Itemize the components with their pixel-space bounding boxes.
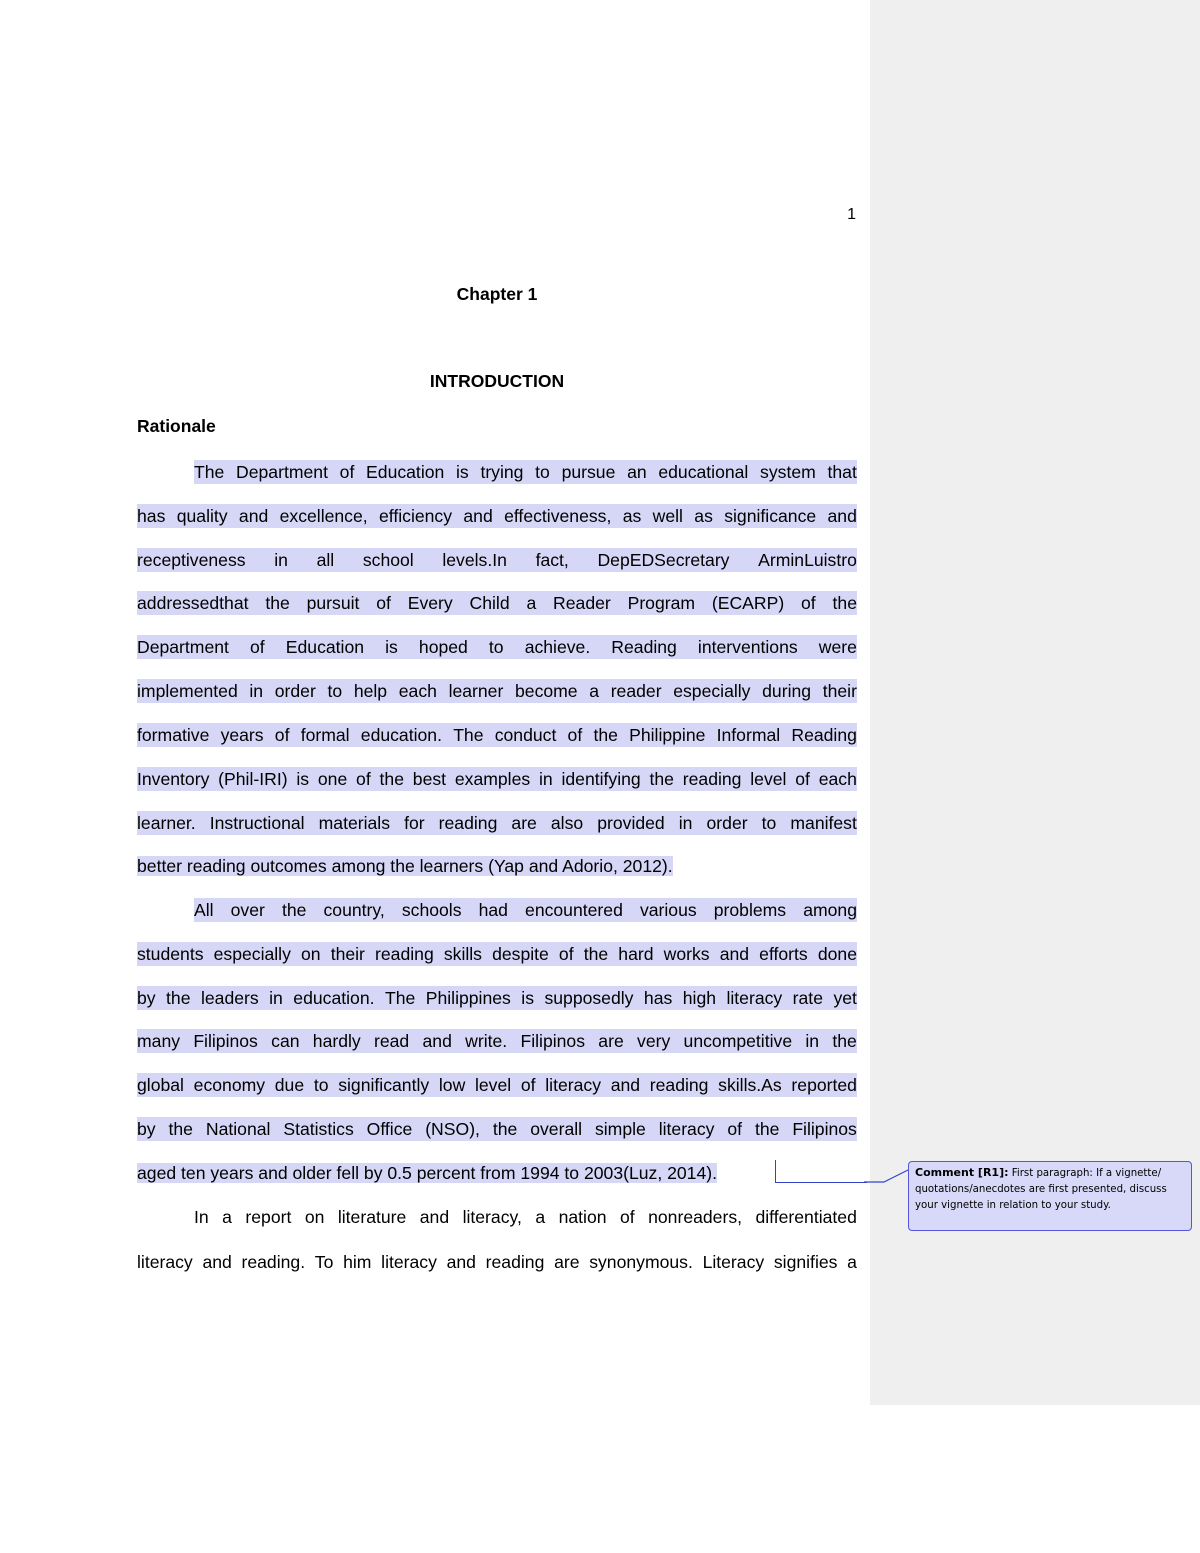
word: due <box>274 1075 305 1095</box>
text-line[interactable] <box>137 1161 857 1185</box>
word: country, <box>323 900 385 920</box>
word: write. <box>465 1031 508 1051</box>
word: has <box>643 988 673 1008</box>
word: on <box>301 944 321 964</box>
word: efficiency <box>379 506 453 526</box>
comment-anchor <box>775 1160 867 1183</box>
word: hoped <box>418 637 468 657</box>
word: a <box>589 681 600 701</box>
word: literacy, <box>462 1207 522 1227</box>
word: fact, <box>535 550 569 570</box>
word: also <box>550 813 584 833</box>
word: hardly <box>312 1031 361 1051</box>
word: interventions <box>697 637 798 657</box>
word: the <box>754 1119 780 1139</box>
word: well <box>652 506 683 526</box>
word: pursuit <box>306 593 360 613</box>
text-line[interactable] <box>137 986 857 1010</box>
word: Reading <box>791 725 857 745</box>
word: are <box>554 1252 580 1272</box>
word: Child <box>469 593 510 613</box>
word: reading <box>682 769 742 789</box>
word: on <box>304 1207 325 1227</box>
word: very <box>637 1031 671 1051</box>
word: to <box>313 1075 329 1095</box>
word: skills.As <box>718 1075 782 1095</box>
comment-text: First paragraph: If a vignette/ quotations/anecdotes are first presented, discuss your vignette in relation to your study. <box>915 1168 1167 1211</box>
word: reading <box>649 1075 709 1095</box>
word: in <box>678 813 693 833</box>
word: (NSO), <box>425 1119 480 1139</box>
word: a <box>847 1252 857 1272</box>
word: to <box>327 681 343 701</box>
text-line[interactable] <box>137 942 857 966</box>
word: of <box>339 462 355 482</box>
word: especially <box>673 681 751 701</box>
text-line[interactable] <box>194 1205 857 1229</box>
word: of <box>250 637 265 657</box>
word: can <box>271 1031 300 1051</box>
word: signifies <box>773 1252 838 1272</box>
text-line[interactable] <box>137 1029 857 1053</box>
word: provided <box>597 813 665 833</box>
word: receptiveness <box>137 550 246 570</box>
word: high <box>682 988 717 1008</box>
text-line[interactable] <box>137 591 857 615</box>
word: Education <box>366 462 445 482</box>
word: the <box>166 988 191 1008</box>
word: to <box>761 813 777 833</box>
word: significantly <box>338 1075 430 1095</box>
rationale-heading: Rationale <box>137 416 216 436</box>
word: one <box>317 769 348 789</box>
word: hard <box>618 944 654 964</box>
text-line[interactable] <box>137 635 857 659</box>
word: years <box>220 725 264 745</box>
word: is <box>456 462 469 482</box>
chapter-title: Chapter 1 <box>456 284 538 304</box>
word: National <box>205 1119 271 1139</box>
word: is <box>385 637 398 657</box>
word: Statistics <box>283 1119 354 1139</box>
word: of <box>558 944 574 964</box>
word: become <box>515 681 578 701</box>
word: to <box>535 462 550 482</box>
word: levels.In <box>442 550 507 570</box>
word: Education <box>285 637 365 657</box>
word: pursue <box>561 462 616 482</box>
line-text: better reading outcomes among the learners (Yap and Adorio, 2012). <box>137 856 673 876</box>
word: many <box>137 1031 181 1051</box>
word: their <box>330 944 365 964</box>
word: among <box>803 900 857 920</box>
word: the <box>832 1031 857 1051</box>
word: formative <box>137 725 210 745</box>
word: All <box>194 900 214 920</box>
word: reading. <box>241 1252 306 1272</box>
word: manifest <box>790 813 857 833</box>
word: for <box>404 813 425 833</box>
word: differentiated <box>755 1207 857 1227</box>
word: Filipinos <box>520 1031 586 1051</box>
word: education. <box>360 725 442 745</box>
word: to <box>488 637 504 657</box>
word: Inventory <box>137 769 210 789</box>
word: works <box>663 944 710 964</box>
text-line[interactable] <box>137 767 857 791</box>
word: is <box>296 769 310 789</box>
word: conduct <box>494 725 557 745</box>
word: the <box>649 769 674 789</box>
word: of <box>356 769 371 789</box>
word: of <box>795 769 810 789</box>
word: educational <box>658 462 749 482</box>
word: learner <box>448 681 504 701</box>
word: has <box>137 506 166 526</box>
word: him <box>343 1252 372 1272</box>
text-line[interactable] <box>137 854 857 878</box>
word: reading <box>438 813 498 833</box>
word: Informal <box>716 725 781 745</box>
word: nonreaders, <box>648 1207 743 1227</box>
word: order <box>274 681 316 701</box>
text-line[interactable] <box>137 548 857 572</box>
word: overall <box>530 1119 583 1139</box>
word: problems <box>713 900 787 920</box>
text-line[interactable] <box>137 723 857 747</box>
word: achieve. <box>524 637 591 657</box>
word: in <box>538 769 553 789</box>
word: significance <box>724 506 817 526</box>
word: Department <box>137 637 229 657</box>
word: reading <box>485 1252 545 1272</box>
word: is <box>521 988 534 1008</box>
word: global <box>137 1075 184 1095</box>
word: level <box>474 1075 512 1095</box>
word: Office <box>366 1119 413 1139</box>
word: the <box>832 593 857 613</box>
word: Reader <box>553 593 611 613</box>
word: DepEDSecretary <box>597 550 730 570</box>
word: uncompetitive <box>683 1031 793 1051</box>
word: over <box>230 900 265 920</box>
word: in <box>269 988 283 1008</box>
word: in <box>805 1031 820 1051</box>
word: that <box>827 462 857 482</box>
word: education. <box>293 988 375 1008</box>
word: The <box>384 988 416 1008</box>
word: the <box>168 1119 193 1139</box>
word: literacy <box>381 1252 437 1272</box>
word: The <box>453 725 484 745</box>
word: supposedly <box>544 988 634 1008</box>
word: Every <box>407 593 453 613</box>
word: of <box>274 725 290 745</box>
word: formal <box>300 725 350 745</box>
word: despite <box>492 944 549 964</box>
word: were <box>818 637 857 657</box>
comment-label: Comment [R1]: <box>915 1166 1009 1179</box>
word: Reading <box>611 637 677 657</box>
word: reader <box>610 681 662 701</box>
word: the <box>583 944 609 964</box>
word: skills <box>443 944 482 964</box>
word: Program <box>627 593 696 613</box>
word: excellence, <box>279 506 368 526</box>
text-line[interactable] <box>137 811 857 835</box>
word: The <box>194 462 225 482</box>
word: In <box>194 1207 209 1227</box>
page-number: 1 <box>847 206 856 223</box>
word: ArminLuistro <box>758 550 857 570</box>
word: as <box>622 506 642 526</box>
word: and <box>238 506 269 526</box>
word: and <box>202 1252 232 1272</box>
word: literacy <box>726 988 783 1008</box>
word: addressedthat <box>137 593 249 613</box>
word: the <box>281 900 307 920</box>
word: and <box>419 1207 450 1227</box>
word: identifying <box>561 769 641 789</box>
word: materials <box>318 813 391 833</box>
word: leaders <box>200 988 259 1008</box>
word: and <box>446 1252 476 1272</box>
word: level <box>750 769 787 789</box>
word: effectiveness, <box>504 506 612 526</box>
word: best <box>412 769 447 789</box>
word: literature <box>337 1207 407 1227</box>
word: and <box>422 1031 452 1051</box>
text-line[interactable] <box>194 898 857 922</box>
word: report <box>245 1207 292 1227</box>
word: low <box>438 1075 466 1095</box>
word: Literacy <box>702 1252 765 1272</box>
word: as <box>694 506 713 526</box>
word: help <box>353 681 388 701</box>
word: (Phil-IRI) <box>218 769 288 789</box>
word: a <box>222 1207 232 1227</box>
word: quality <box>176 506 228 526</box>
word: trying <box>480 462 524 482</box>
word: and <box>463 506 493 526</box>
word: each <box>398 681 437 701</box>
word: especially <box>213 944 291 964</box>
word: To <box>314 1252 334 1272</box>
word: students <box>137 944 204 964</box>
line-text: aged ten years and older fell by 0.5 percent from 1994 to 2003(Luz, 2014). <box>137 1163 717 1183</box>
word: of <box>376 593 391 613</box>
comment-connector-line <box>864 1160 914 1190</box>
word: and <box>827 506 857 526</box>
word: examples <box>454 769 531 789</box>
word: Philippines <box>425 988 511 1008</box>
word: the <box>593 725 618 745</box>
word: literacy <box>545 1075 601 1095</box>
word: literacy <box>658 1119 715 1139</box>
word: reading <box>375 944 434 964</box>
word: by <box>137 1119 156 1139</box>
text-line[interactable] <box>137 1117 857 1141</box>
word: Philippine <box>629 725 706 745</box>
word: in <box>249 681 264 701</box>
word: order <box>706 813 748 833</box>
word: rate <box>792 988 823 1008</box>
word: read <box>374 1031 410 1051</box>
word: had <box>478 900 508 920</box>
word: schools <box>401 900 462 920</box>
word: each <box>818 769 857 789</box>
word: implemented <box>137 681 238 701</box>
text-line[interactable] <box>137 1250 857 1274</box>
word: and <box>719 944 750 964</box>
word: of <box>801 593 816 613</box>
text-line[interactable] <box>137 1073 857 1097</box>
word: Department <box>236 462 328 482</box>
word: the <box>265 593 290 613</box>
word: all <box>316 550 335 570</box>
word: simple <box>594 1119 646 1139</box>
word: an <box>627 462 647 482</box>
word: economy <box>193 1075 266 1095</box>
word: Filipinos <box>193 1031 258 1051</box>
word: efforts <box>759 944 808 964</box>
word: of <box>567 725 583 745</box>
word: nation <box>558 1207 607 1227</box>
word: done <box>817 944 857 964</box>
word: during <box>762 681 812 701</box>
word: their <box>822 681 857 701</box>
word: synonymous. <box>589 1252 693 1272</box>
word: yet <box>833 988 857 1008</box>
text-line[interactable] <box>137 679 857 703</box>
word: Filipinos <box>792 1119 857 1139</box>
word: of <box>520 1075 536 1095</box>
word: school <box>362 550 414 570</box>
section-title: INTRODUCTION <box>429 371 565 391</box>
word: of <box>727 1119 743 1139</box>
word: system <box>760 462 816 482</box>
word: (ECARP) <box>711 593 785 613</box>
text-line[interactable] <box>194 460 857 484</box>
text-line[interactable] <box>137 504 857 528</box>
comment-balloon[interactable] <box>908 1161 1192 1231</box>
word: various <box>639 900 697 920</box>
word: the <box>379 769 404 789</box>
word: literacy <box>137 1252 193 1272</box>
word: a <box>526 593 537 613</box>
word: reported <box>791 1075 857 1095</box>
word: learner. <box>137 813 196 833</box>
word: encountered <box>525 900 623 920</box>
word: and <box>610 1075 641 1095</box>
word: Instructional <box>209 813 305 833</box>
word: a <box>535 1207 546 1227</box>
word: are <box>511 813 537 833</box>
word: the <box>492 1119 518 1139</box>
word: by <box>137 988 156 1008</box>
word: are <box>598 1031 624 1051</box>
word: of <box>619 1207 635 1227</box>
word: in <box>274 550 288 570</box>
